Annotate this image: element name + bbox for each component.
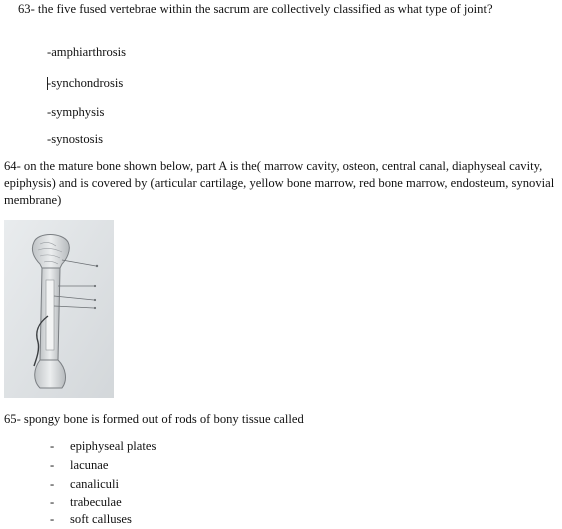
question-65-option-label: trabeculae <box>70 495 122 509</box>
bullet-dash: - <box>50 439 55 453</box>
question-64-stem: 64- on the mature bone shown below, part A is the( marrow cavity, osteon, central canal, diaphyseal cavity, epiphysis) and is covered by (articular cartilage, yellow bone marrow, red bone marrow, endosteum, synovial membrane) <box>4 159 555 207</box>
question-63-option-amphiarthrosis: -amphiarthrosis <box>47 45 127 59</box>
bullet-dash: - <box>50 512 55 526</box>
bullet-dash: - <box>50 495 55 509</box>
question-63-option-symphysis: -symphysis <box>47 105 105 119</box>
question-65-option-label: soft calluses <box>70 512 132 526</box>
bullet-dash: - <box>50 477 55 491</box>
question-63-option-synostosis: -synostosis <box>47 132 103 146</box>
question-65-option-label: canaliculi <box>70 477 119 491</box>
question-63-option-synchondrosis: -synchondrosis <box>47 76 124 90</box>
question-65-option-label: epiphyseal plates <box>70 439 157 453</box>
question-65-option-label: lacunae <box>70 458 109 472</box>
question-63-stem: 63- the five fused vertebrae within the sacrum are collectively classified as what type of joint? <box>18 2 493 16</box>
bullet-dash: - <box>50 458 55 472</box>
question-65-stem: 65- spongy bone is formed out of rods of bony tissue called <box>4 412 304 426</box>
long-bone-image <box>4 220 114 398</box>
